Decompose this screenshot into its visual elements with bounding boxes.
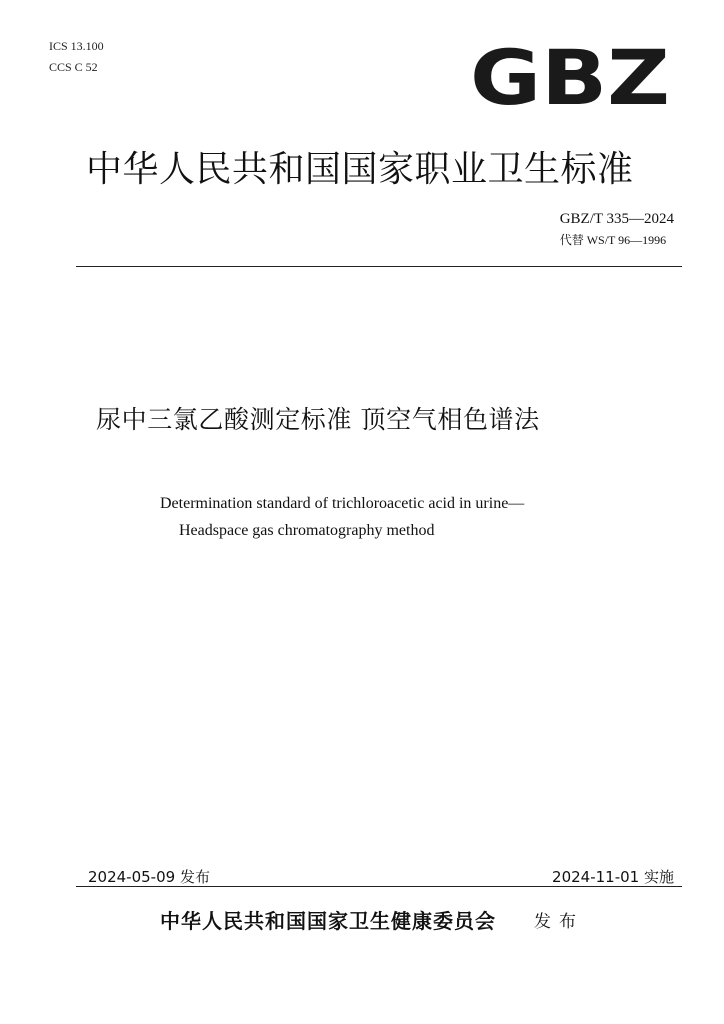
gbz-logo-text: GBZ bbox=[470, 44, 670, 108]
classification-codes bbox=[49, 36, 104, 78]
ccs-code: CCS C 52 bbox=[49, 60, 98, 74]
ics-code: ICS 13.100 bbox=[49, 39, 104, 53]
title-en-line1: Determination standard of trichloroacetic acid in urine— bbox=[160, 495, 525, 512]
issue-date: 2024-05-09 发布 bbox=[88, 868, 210, 886]
standard-number-block bbox=[560, 208, 674, 250]
issue-action: 发布 bbox=[534, 912, 584, 932]
effective-date: 2024-11-01 实施 bbox=[552, 868, 674, 886]
document-title-cn: 尿中三氯乙酸测定标准 顶空气相色谱法 bbox=[96, 405, 540, 434]
issuing-authority: 中华人民共和国国家卫生健康委员会 bbox=[160, 909, 496, 933]
replaces-standard: 代替 WS/T 96—1996 bbox=[559, 233, 667, 247]
gbz-logo bbox=[468, 44, 672, 108]
top-divider bbox=[76, 266, 682, 267]
document-title-en bbox=[160, 490, 524, 544]
standard-number: GBZ/T 335—2024 bbox=[559, 211, 674, 227]
bottom-divider bbox=[76, 886, 682, 887]
title-en-line2: Headspace gas chromatography method bbox=[179, 522, 435, 539]
standard-category-title: 中华人民共和国国家职业卫生标准 bbox=[86, 149, 634, 190]
